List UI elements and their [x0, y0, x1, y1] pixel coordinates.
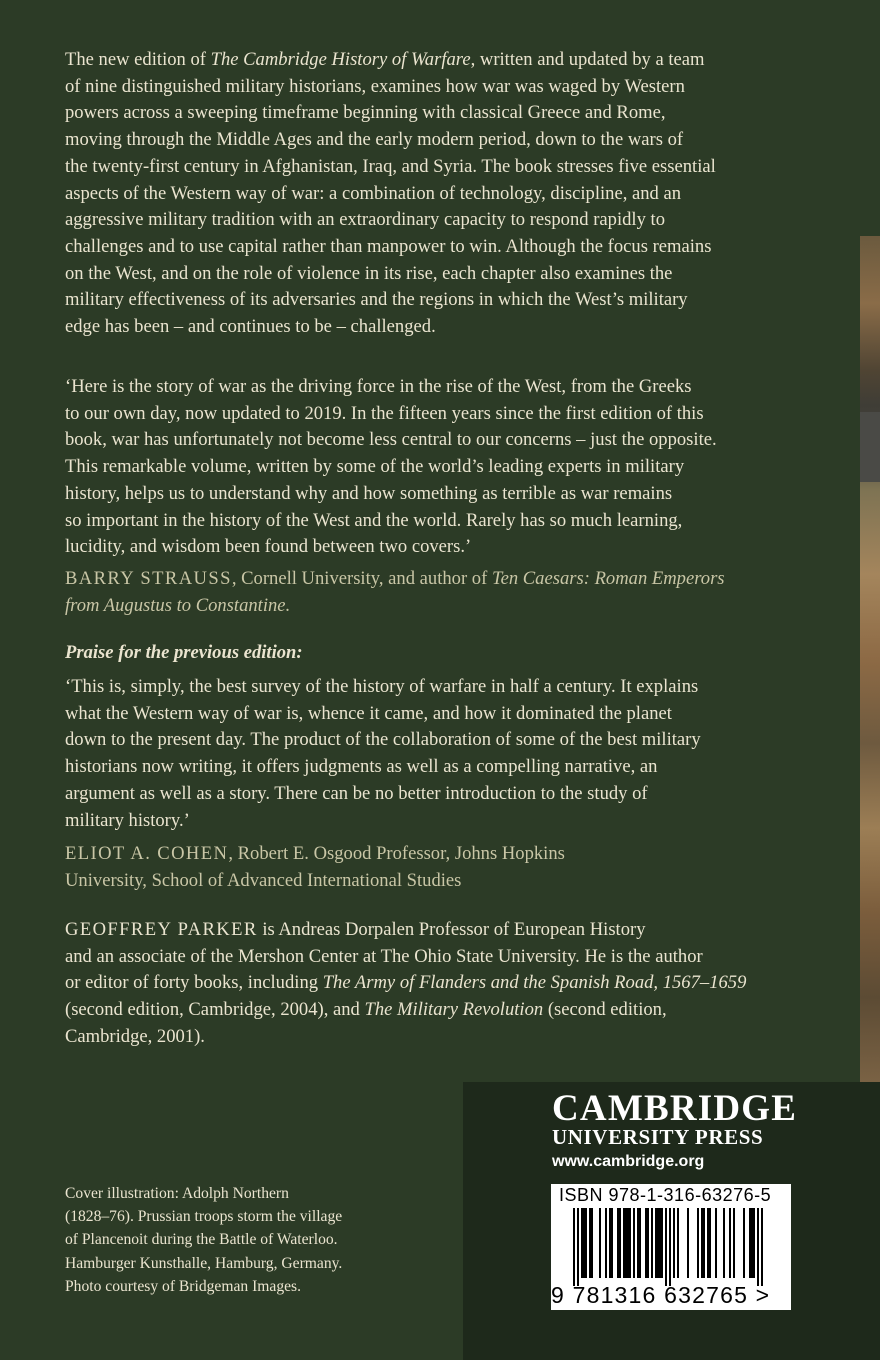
barcode-bar [647, 1208, 649, 1278]
barcode-bar [583, 1208, 585, 1278]
barcode-bar [673, 1208, 675, 1278]
barcode-bar [617, 1208, 619, 1278]
barcode-bar [581, 1208, 583, 1278]
caption-line: Photo courtesy of Bridgeman Images. [65, 1277, 302, 1295]
barcode-bar [709, 1208, 711, 1278]
description-line: of nine distinguished military historians, examines how war was waged by Western [65, 75, 685, 97]
description-line: powers across a sweeping timeframe beginning with classical Greece and Rome, [65, 102, 666, 124]
quote-line: military history.’ [65, 809, 190, 831]
endorser-book-title-cont: from Augustus to Constantine. [65, 594, 291, 616]
endorser-affiliation-cont: University, School of Advanced International Studies [65, 869, 462, 891]
barcode-bar [599, 1208, 601, 1278]
cover-painting-edge-dark-band [860, 412, 880, 482]
barcode-bar [751, 1208, 753, 1278]
barcode-bar [611, 1208, 613, 1278]
barcode-bar [625, 1208, 627, 1278]
barcode-bar [687, 1208, 689, 1278]
barcode-bar [707, 1208, 709, 1278]
barcode-bar [637, 1208, 639, 1278]
barcode-bar [703, 1208, 705, 1278]
barcode-bar [677, 1208, 679, 1278]
barcode-bar [665, 1208, 667, 1286]
caption-line: Cover illustration: Adolph Northern [65, 1185, 289, 1202]
barcode-bar [619, 1208, 621, 1278]
endorsement-attribution-2 [65, 841, 785, 894]
barcode-bar [629, 1208, 631, 1278]
description-line: edge has been – and continues to be – challenged. [65, 316, 436, 338]
quote-line: down to the present day. The product of the collaboration of some of the best military [65, 729, 701, 751]
barcode-bar [697, 1208, 699, 1278]
endorser-name: BARRY STRAUSS [65, 568, 232, 589]
bio-book-title: The Military Revolution [364, 999, 544, 1021]
barcode-bar [577, 1208, 579, 1286]
barcode-bar [639, 1208, 641, 1278]
description-line: on the West, and on the role of violence in its rise, each chapter also examines the [65, 262, 673, 284]
caption-line: (1828–76). Prussian troops storm the village [65, 1208, 343, 1226]
bio-book-title: The Army of Flanders and the Spanish Road, 1567–1659 [322, 972, 747, 994]
barcode-bar [661, 1208, 663, 1278]
barcode-bar [591, 1208, 593, 1278]
barcode-bar [573, 1208, 575, 1286]
barcode-bars [561, 1208, 781, 1288]
quote-line: ‘This is, simply, the best survey of the history of warfare in half a century. It explains [65, 676, 699, 697]
barcode-bar [645, 1208, 647, 1278]
barcode-bar [633, 1208, 635, 1278]
description-line-1: The new edition of The Cambridge History of Warfare, written and updated by a team [65, 49, 705, 70]
caption-line: Hamburger Kunsthalle, Hamburg, Germany. [65, 1254, 343, 1272]
book-description [65, 47, 785, 341]
quote-line: what the Western way of war is, whence it came, and how it dominated the planet [65, 702, 672, 724]
barcode-bar [609, 1208, 611, 1278]
barcode-bar [743, 1208, 745, 1278]
barcode-bar [723, 1208, 725, 1278]
description-line: moving through the Middle Ages and the early modern period, down to the wars of [65, 129, 684, 151]
barcode-bar [669, 1208, 671, 1286]
endorser-book-title: Ten Caesars: Roman Emperors [491, 568, 725, 589]
barcode-bar [753, 1208, 755, 1278]
editor-bio: GEOFFREY PARKER is Andreas Dorpalen Professor of European History and an associate of the Mershon Center at The Ohio State University. He is the author or editor of forty books, including The Army of Flanders and the Spanish Road, 1567–1659 (second edition, Cambridge, 2004), and The Military Revolution (second edition, Cambridge, 2001). [65, 917, 785, 1051]
barcode-bar [605, 1208, 607, 1278]
quote-line: lucidity, and wisdom been found between two covers.’ [65, 536, 472, 558]
description-line: challenges and to use capital rather than manpower to win. Although the focus remains [65, 235, 712, 257]
barcode-bar [659, 1208, 661, 1278]
quote-line: to our own day, now updated to 2019. In the fifteen years since the first edition of this [65, 402, 704, 424]
bio-line: and an associate of the Mershon Center at The Ohio State University. He is the author [65, 945, 703, 967]
quote-line: historians now writing, it offers judgments as well as a compelling narrative, an [65, 756, 658, 778]
book-title: The Cambridge History of Warfare [210, 49, 471, 70]
endorser-name: ELIOT A. COHEN [65, 843, 229, 864]
barcode-bar [729, 1208, 731, 1278]
isbn-label: ISBN 978-1-316-63276-5 [559, 1185, 772, 1205]
publisher-website[interactable]: www.cambridge.org [552, 1153, 705, 1170]
cover-illustration-caption [65, 1182, 435, 1298]
endorsement-quote-2 [65, 674, 785, 834]
description-line: aspects of the Western way of war: a combination of technology, discipline, and an [65, 182, 682, 204]
quote-line: so important in the history of the West and the world. Rarely has so much learning, [65, 509, 683, 531]
barcode-bar [657, 1208, 659, 1278]
barcode-digits: 9 781316 632765 > [551, 1282, 771, 1308]
barcode-bar [715, 1208, 717, 1278]
endorser-affiliation: , Cornell University, and author of [231, 568, 492, 589]
isbn-barcode [551, 1184, 791, 1310]
cover-painting-edge [860, 236, 880, 1082]
barcode-bar [589, 1208, 591, 1278]
editor-name: GEOFFREY PARKER [65, 919, 258, 940]
endorsement-attribution-1 [65, 566, 785, 619]
barcode-bar [749, 1208, 751, 1278]
endorser-affiliation: , Robert E. Osgood Professor, Johns Hopkins [228, 843, 565, 864]
praise-heading: Praise for the previous edition: [65, 642, 303, 663]
barcode-bar [627, 1208, 629, 1278]
barcode-bar [733, 1208, 735, 1278]
barcode-bar [701, 1208, 703, 1278]
quote-line: argument as well as a story. There can be no better introduction to the study of [65, 782, 648, 804]
barcode-bar [651, 1208, 653, 1278]
publisher-logo-name: CAMBRIDGE [552, 1088, 798, 1129]
bio-line: Cambridge, 2001). [65, 1025, 205, 1047]
description-line: the twenty-first century in Afghanistan, Iraq, and Syria. The book stresses five essential [65, 155, 716, 177]
quote-line: book, war has unfortunately not become less central to our concerns – just the opposite. [65, 429, 717, 451]
barcode-bar [585, 1208, 587, 1278]
barcode-bar [623, 1208, 625, 1278]
endorsement-quote-1 [65, 374, 785, 561]
barcode-bar [761, 1208, 763, 1286]
quote-line: ‘Here is the story of war as the driving force in the rise of the West, from the Greeks [65, 376, 692, 397]
description-line: military effectiveness of its adversaries and the regions in which the West’s military [65, 289, 688, 311]
publisher-logo-subname: UNIVERSITY PRESS [552, 1125, 764, 1149]
quote-line: This remarkable volume, written by some of the world’s leading experts in military [65, 456, 685, 478]
barcode-bar [757, 1208, 759, 1286]
description-line: aggressive military tradition with an extraordinary capacity to respond rapidly to [65, 209, 665, 231]
barcode-bar [655, 1208, 657, 1278]
caption-line: of Plancenoit during the Battle of Waterloo. [65, 1231, 338, 1249]
quote-line: history, helps us to understand why and how something as terrible as war remains [65, 482, 673, 504]
